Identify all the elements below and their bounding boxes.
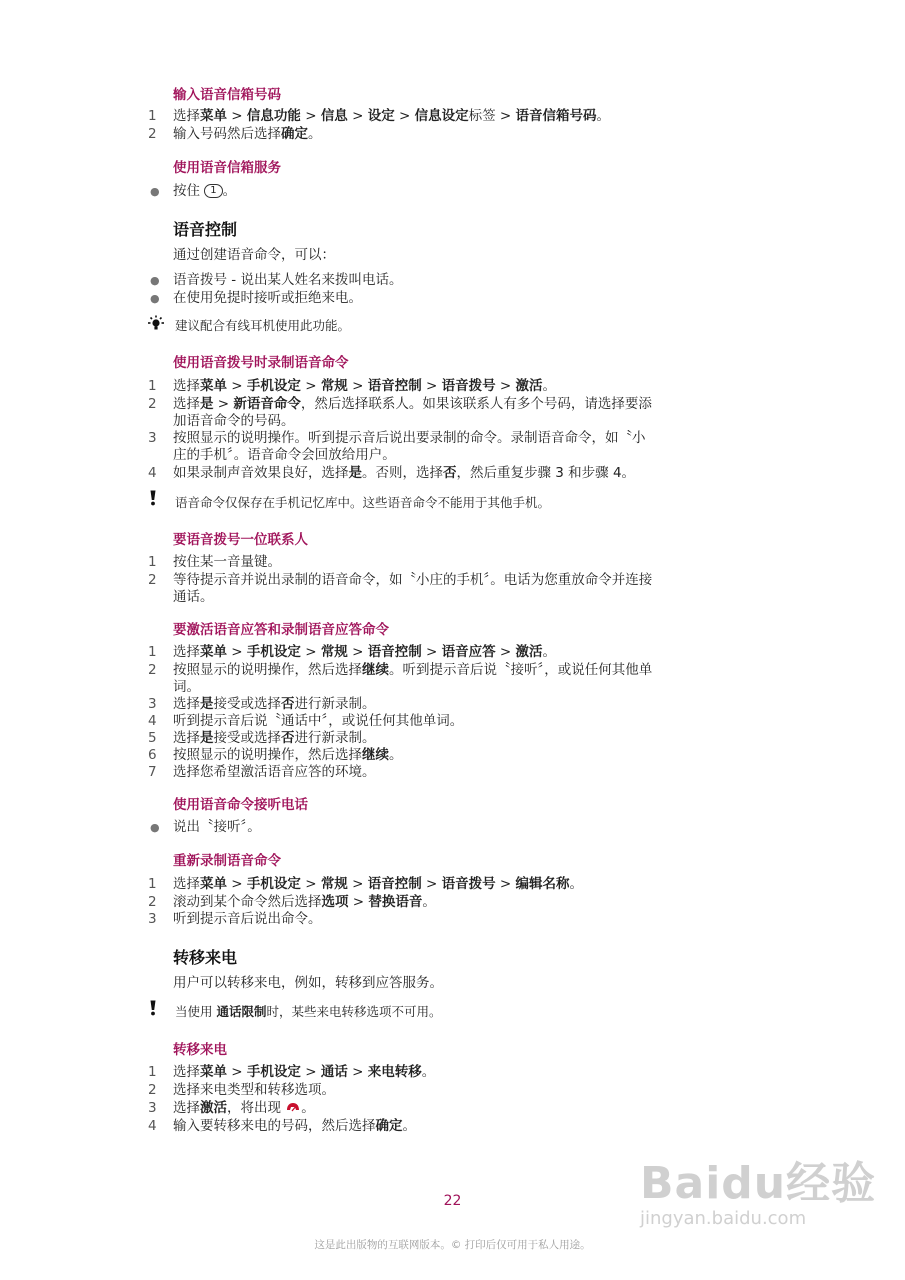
- subheading-answer-by-voice: 使用语音命令接听电话: [173, 797, 308, 813]
- step-text: 滚动到某个命令然后选择选项 > 替换语音。: [173, 894, 436, 910]
- bullet-text: 语音拨号 - 说出某人姓名来拨叫电话。: [173, 272, 403, 288]
- step-text: 通话。: [173, 589, 214, 605]
- step-number: 3: [148, 696, 157, 712]
- subheading-voice-dial-contact: 要语音拨号一位联系人: [173, 532, 308, 548]
- step-text: 选择您希望激活语音应答的环境。: [173, 764, 376, 780]
- subheading-record-voice-command: 使用语音拨号时录制语音命令: [173, 355, 349, 371]
- step-text: 听到提示音后说出命令。: [173, 911, 322, 927]
- intro-text: 通过创建语音命令，可以：: [173, 247, 335, 263]
- tip-text: 建议配合有线耳机使用此功能。: [175, 318, 351, 333]
- bullet-text: 按住 1 。: [173, 183, 237, 199]
- step-text: 选择菜单 > 手机设定 > 常规 > 语音控制 > 语音拨号 > 编辑名称。: [173, 876, 584, 892]
- step-text: 选择菜单 > 手机设定 > 通话 > 来电转移。: [173, 1064, 436, 1080]
- step-number: 2: [148, 894, 157, 910]
- watermark-url: jingyan.baidu.com: [640, 1208, 807, 1229]
- baidu-watermark: [640, 1160, 876, 1230]
- step-number: 2: [148, 126, 157, 142]
- step-text: 选择菜单 > 手机设定 > 常规 > 语音控制 > 语音应答 > 激活。: [173, 644, 557, 660]
- step-text: 选择来电类型和转移选项。: [173, 1082, 335, 1098]
- step-text: 庄的手机〞。语音命令会回放给用户。: [173, 447, 396, 463]
- step-number: 1: [148, 876, 157, 892]
- step-text: 选择是接受或选择否进行新录制。: [173, 696, 376, 712]
- step-text: 选择是接受或选择否进行新录制。: [173, 730, 376, 746]
- bullet-dot: ●: [150, 185, 160, 198]
- step-number: 1: [148, 378, 157, 394]
- step-number: 1: [148, 108, 157, 124]
- step-number: 2: [148, 572, 157, 588]
- step-text: 按照显示的说明操作。听到提示音后说出要录制的命令。录制语音命令，如〝小: [173, 430, 646, 446]
- section-title-voice-control: 语音控制: [173, 220, 238, 239]
- warning-exclamation-icon: [149, 490, 157, 506]
- step-number: 4: [148, 713, 157, 729]
- tip-lightbulb-icon: [146, 315, 166, 331]
- step-number: 2: [148, 396, 157, 412]
- copyright-footer: 这是此出版物的互联网版本。© 打印后仅可用于私人用途。: [314, 1239, 591, 1251]
- key-1-icon: 1: [204, 184, 222, 198]
- bullet-dot: ●: [150, 292, 160, 305]
- step-number: 5: [148, 730, 157, 746]
- warning-text: 当使用 通话限制时，某些来电转移选项不可用。: [175, 1004, 442, 1019]
- step-number: 2: [148, 662, 157, 678]
- bullet-dot: ●: [150, 274, 160, 287]
- bullet-text: 说出〝接听〞。: [173, 819, 261, 835]
- step-text: 选择菜单 > 手机设定 > 常规 > 语音控制 > 语音拨号 > 激活。: [173, 378, 557, 394]
- warning-text: 语音命令仅保存在手机记忆库中。这些语音命令不能用于其他手机。: [175, 495, 551, 510]
- subheading-rerecord-command: 重新录制语音命令: [173, 853, 281, 869]
- section-title-call-forwarding: 转移来电: [173, 948, 238, 967]
- call-forward-icon: [285, 1101, 301, 1113]
- step-text: 如果录制声音效果良好，选择是。否则，选择否，然后重复步骤 3 和步骤 4。: [173, 465, 636, 481]
- step-text: 按住某一音量键。: [173, 554, 281, 570]
- warning-exclamation-icon: [149, 1000, 157, 1016]
- subheading-use-voicemail: 使用语音信箱服务: [173, 160, 281, 176]
- step-text: 选择菜单 > 信息功能 > 信息 > 设定 > 信息设定标签 > 语音信箱号码。: [173, 108, 611, 124]
- baidu-jingyan-logo: Baidu经验: [640, 1158, 877, 1209]
- step-text: 听到提示音后说〝通话中〞，或说任何其他单词。: [173, 713, 464, 729]
- step-number: 4: [148, 465, 157, 481]
- step-text: 词。: [173, 679, 200, 695]
- step-number: 7: [148, 764, 157, 780]
- step-number: 3: [148, 430, 157, 446]
- step-text: 按照显示的说明操作，然后选择继续。: [173, 747, 403, 763]
- step-text: 选择是 > 新语音命令，然后选择联系人。如果该联系人有多个号码，请选择要添: [173, 396, 652, 412]
- step-text: 输入号码然后选择确定。: [173, 126, 322, 142]
- step-number: 1: [148, 1064, 157, 1080]
- page-number: 22: [443, 1193, 462, 1209]
- bullet-text: 在使用免提时接听或拒绝来电。: [173, 290, 362, 306]
- step-text: 输入要转移来电的号码，然后选择确定。: [173, 1118, 416, 1134]
- step-text: 加语音命令的号码。: [173, 413, 295, 429]
- step-number: 6: [148, 747, 157, 763]
- step-number: 3: [148, 1100, 157, 1116]
- step-number: 1: [148, 644, 157, 660]
- step-number: 3: [148, 911, 157, 927]
- subheading-enter-voicemail-number: 输入语音信箱号码: [173, 87, 281, 103]
- step-text: 按照显示的说明操作，然后选择继续。听到提示音后说〝接听〞，或说任何其他单: [173, 662, 653, 678]
- step-number: 4: [148, 1118, 157, 1134]
- step-number: 2: [148, 1082, 157, 1098]
- intro-text: 用户可以转移来电，例如，转移到应答服务。: [173, 975, 443, 991]
- subheading-voice-answer: 要激活语音应答和录制语音应答命令: [173, 622, 389, 638]
- step-text: 等待提示音并说出录制的语音命令，如〝小庄的手机〞。电话为您重放命令并连接: [173, 572, 653, 588]
- bullet-dot: ●: [150, 821, 160, 834]
- step-number: 1: [148, 554, 157, 570]
- step-text: 选择激活，将出现 。: [173, 1100, 315, 1116]
- subheading-forward-calls: 转移来电: [173, 1042, 227, 1058]
